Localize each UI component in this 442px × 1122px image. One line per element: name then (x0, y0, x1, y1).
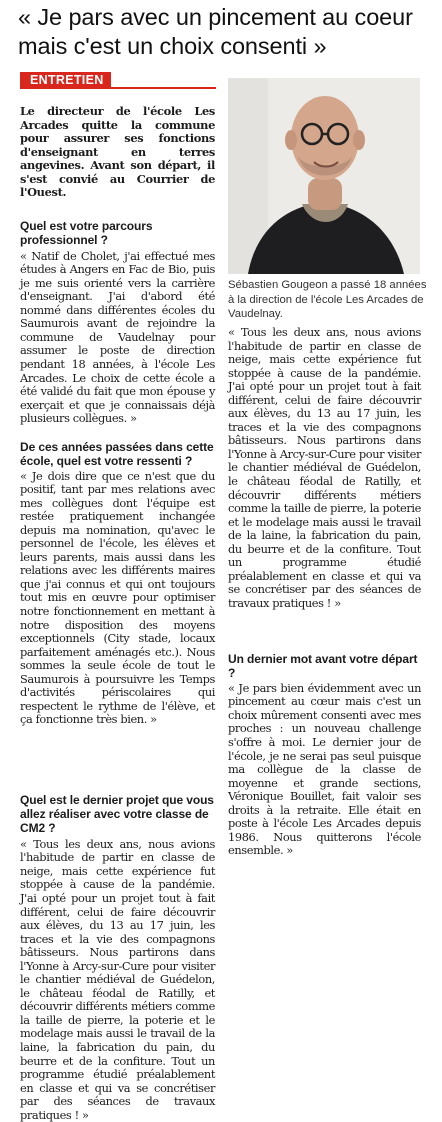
question-4: Un dernier mot avant votre départ ? (228, 652, 418, 681)
question-3: Quel est le dernier projet que vous allez réaliser avec votre classe de CM2 ? (20, 792, 214, 836)
answer-1: « Natif de Cholet, j'ai effectué mes études à Angers en Fac de Bio, puis je me suis orienté vers la carrière d'enseignant. J'ai d'abord été nommé dans différentes écoles du Saumurois avant de rejoindre la commune de Vaudelnay pour assumer le poste de direction pendant 18 années, à l'école Les Arcades. Le choix de cette école a été validé du fait que mon épouse y exerçait et que je connaissais déjà plusieurs collègues. » (20, 248, 215, 426)
portrait-photo (228, 78, 420, 274)
photo-caption: Sébastien Gougeon a passé 18 années à la direction de l'école Les Arcades de Vaudelnay. (228, 279, 427, 320)
article-column-left (20, 104, 215, 1122)
article-column-right (228, 325, 421, 858)
question-1: Quel est votre parcours professionnel ? (20, 218, 153, 248)
answer-3: « Tous les deux ans, nous avions l'habitude de partir en classe de neige, mais cette expérience fut stoppée à cause de la pandémie. J'ai opté pour un projet tout à fait différent, celui de faire découvrir aux élèves, du 13 au 17 juin, les traces et la vie des compagnons bâtisseurs. Nous partirons dans l'Yonne à Arcy-sur-Cure pour visiter le chantier médiéval de Guédelon, le château féodal de Ratilly, et découvrir différents métiers comme la taille de pierre, la poterie et le modelage mais aussi le travail de la laine, la fabrication du pain, du beurre et de la confiture. Tout un programme étudié préalablement en classe et qui va se concrétiser par des séances de travaux pratiques ! » (20, 836, 215, 1122)
rubric-rule (20, 87, 216, 89)
answer-3-continued: « Tous les deux ans, nous avions l'habitude de partir en classe de neige, mais cette expérience fut stoppée à cause de la pandémie. J'ai opté pour un projet tout à fait différent, celui de faire découvrir aux élèves, du 13 au 17 juin, les traces et la vie des compagnons bâtisseurs. Nous partirons dans l'Yonne à Arcy-sur-Cure pour visiter le chantier médiéval de Guédelon, le château féodal de Ratilly, et découvrir différents métiers comme la taille de pierre, la poterie et le modelage mais aussi le travail de la laine, la fabrication du pain, du beurre et de la confiture. Tout un programme étudié préalablement en classe et qui va se concrétiser par des séances de travaux pratiques ! » (228, 325, 421, 610)
answer-4: « Je pars bien évidemment avec un pincement au cœur mais c'est un choix mûrement consenti avec mes proches : un nouveau challenge s'offre à moi. Le dernier jour de l'école, je ne serai pas seul puisque ma collègue de la classe de moyenne et grande sections, Véronique Bouillet, fait valoir ses droits à la retraite. Elle était en poste à l'école Les Arcades depuis 1986. Nous quitterons l'école ensemble. » (228, 680, 421, 858)
answer-2: « Je dois dire que ce n'est que du positif, tant par mes relations avec mes collègues dont l'équipe est restée pratiquement inchangée depuis ma nomination, qu'avec le personnel de l'école, les élèves et leurs parents, mais aussi dans les relations avec les différents maires que j'ai connus et qui ont toujours tout mis en œuvre pour optimiser notre fonctionnement en mettant à notre disposition des moyens exceptionnels (City stade, locaux parfaitement aménagés etc.). Nous sommes la seule école de tout le Saumurois à poursuivre les Temps d'activités périscolaires qui respectent le rythme de l'élève, et ça fonctionne très bien. » (20, 468, 215, 727)
headline: « Je pars avec un pincement au coeur mais c'est un choix consenti » (18, 4, 413, 59)
question-2: De ces années passées dans cette école, quel est votre ressenti ? (20, 439, 214, 469)
rubric-label: ENTRETIEN (20, 72, 111, 88)
lead-paragraph: Le directeur de l'école Les Arcades quitte la commune pour assurer ses fonctions d'enseignant en terres angevines. Avant son départ, il s'est convié au Courrier de l'Ouest. (20, 104, 215, 200)
